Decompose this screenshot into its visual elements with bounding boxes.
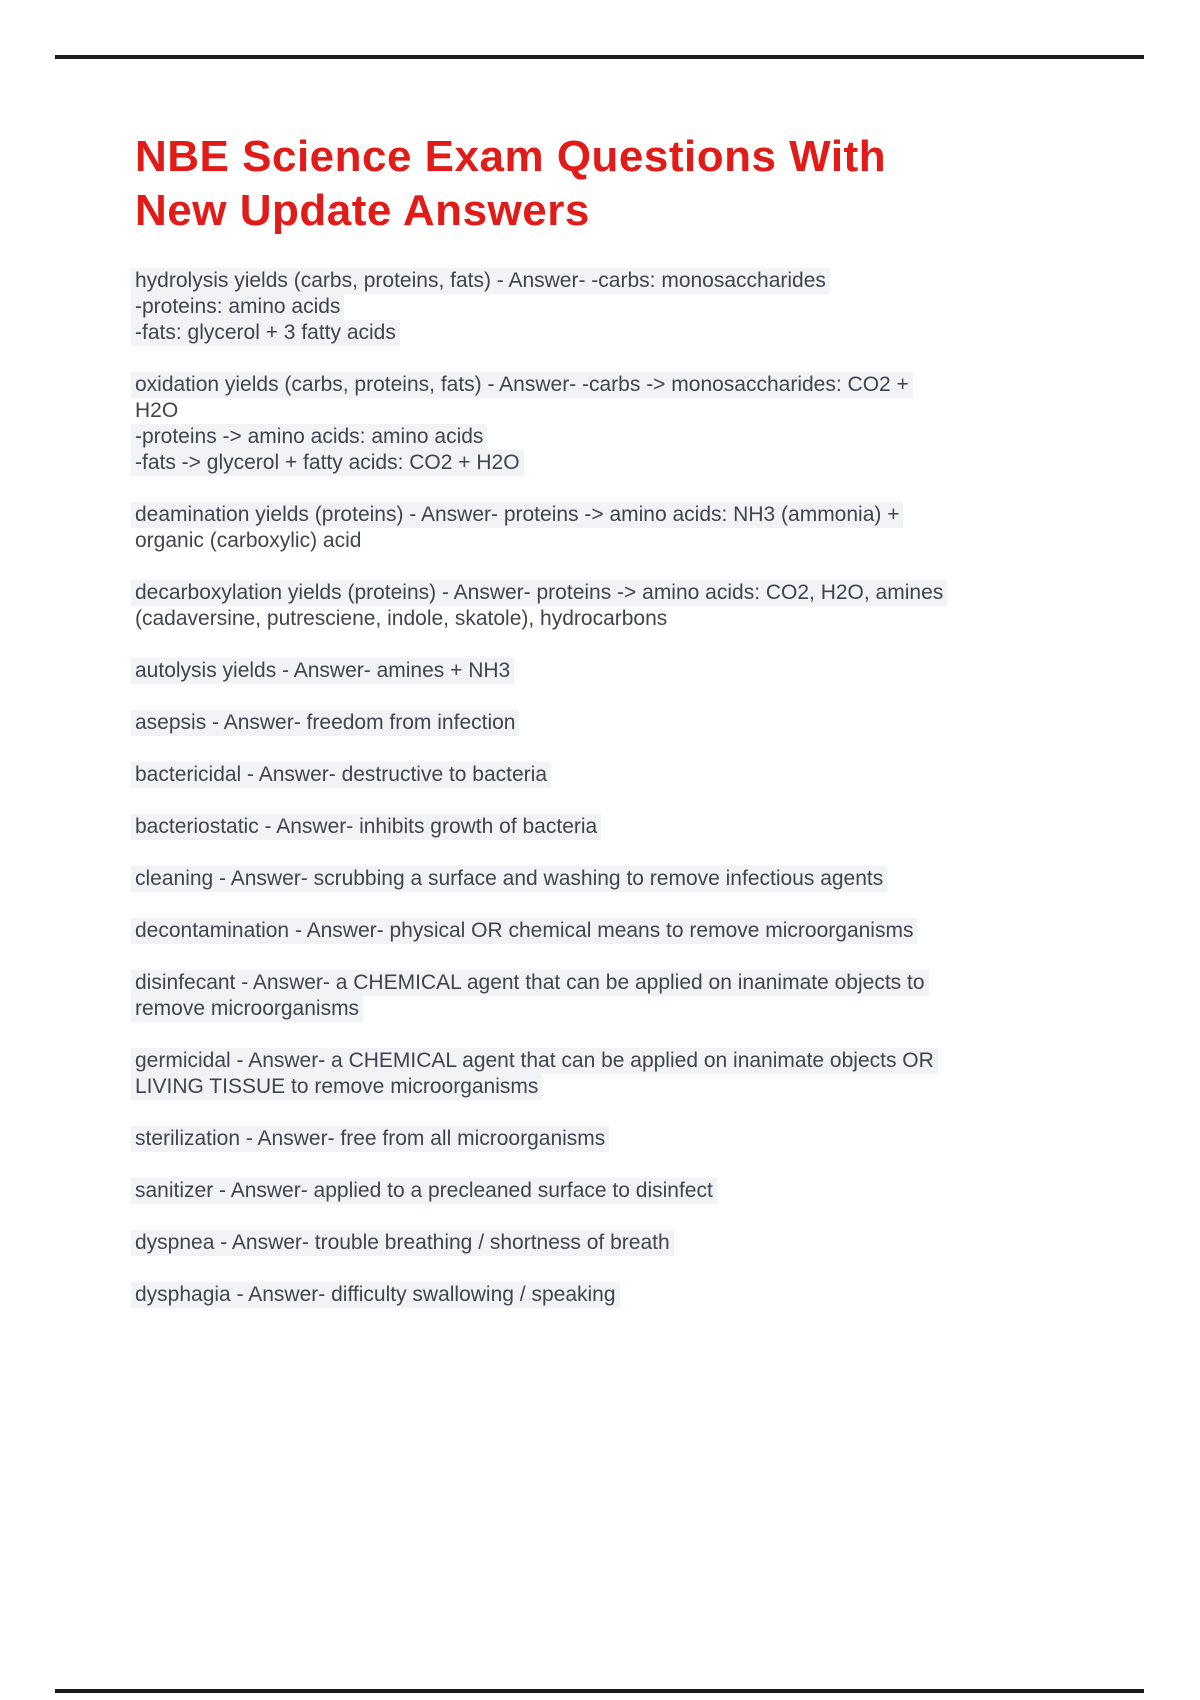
qa-line-highlighted-text: decontamination - Answer- physical OR chemical means to remove microorganisms (131, 918, 917, 944)
qa-line (135, 970, 1100, 996)
qa-block (135, 918, 1100, 944)
qa-line-highlighted-text: remove microorganisms (131, 996, 363, 1022)
qa-line (135, 424, 1100, 450)
qa-line-highlighted-text: autolysis yields - Answer- amines + NH3 (131, 658, 514, 684)
page-content (135, 130, 1100, 1334)
qa-line-highlighted-text: -fats -> glycerol + fatty acids: CO2 + H2O (131, 450, 524, 476)
qa-block (135, 970, 1100, 1022)
qa-block (135, 762, 1100, 788)
qa-line (135, 996, 1100, 1022)
qa-line (135, 450, 1100, 476)
page-title (135, 130, 1100, 238)
qa-line (135, 1230, 1100, 1256)
qa-line-text: (cadaversine, putresciene, indole, skatole), hydrocarbons (135, 607, 668, 630)
qa-block (135, 658, 1100, 684)
qa-line (135, 1074, 1100, 1100)
qa-line (135, 528, 1100, 554)
qa-line (135, 580, 1100, 606)
qa-list (135, 268, 1100, 1308)
qa-line (135, 398, 1100, 424)
qa-line (135, 710, 1100, 736)
qa-line-text: organic (carboxylic) acid (135, 529, 362, 552)
qa-line (135, 502, 1100, 528)
qa-line-highlighted-text: -fats: glycerol + 3 fatty acids (131, 320, 400, 346)
page-title-line-2: New Update Answers (135, 186, 590, 235)
qa-line (135, 606, 1100, 632)
qa-block (135, 580, 1100, 632)
qa-line-highlighted-text: asepsis - Answer- freedom from infection (131, 710, 519, 736)
bottom-horizontal-rule (55, 1689, 1144, 1693)
qa-block (135, 1048, 1100, 1100)
qa-block (135, 372, 1100, 476)
qa-block (135, 814, 1100, 840)
qa-line (135, 1048, 1100, 1074)
qa-line-highlighted-text: oxidation yields (carbs, proteins, fats) - Answer- -carbs -> monosaccharides: CO2 + (131, 372, 913, 398)
qa-block (135, 710, 1100, 736)
qa-block (135, 1282, 1100, 1308)
qa-line (135, 1178, 1100, 1204)
qa-line (135, 1282, 1100, 1308)
qa-line-highlighted-text: sanitizer - Answer- applied to a precleaned surface to disinfect (131, 1178, 717, 1204)
qa-block (135, 268, 1100, 346)
qa-line (135, 320, 1100, 346)
qa-block (135, 1230, 1100, 1256)
qa-line-highlighted-text: bactericidal - Answer- destructive to bacteria (131, 762, 551, 788)
qa-line (135, 918, 1100, 944)
qa-line (135, 1126, 1100, 1152)
qa-line (135, 814, 1100, 840)
qa-block (135, 1178, 1100, 1204)
qa-line-highlighted-text: dysphagia - Answer- difficulty swallowing / speaking (131, 1282, 620, 1308)
qa-block (135, 1126, 1100, 1152)
qa-line-highlighted-text: disinfecant - Answer- a CHEMICAL agent that can be applied on inanimate objects to (131, 970, 929, 996)
qa-line-highlighted-text: sterilization - Answer- free from all microorganisms (131, 1126, 609, 1152)
qa-line-highlighted-text: hydrolysis yields (carbs, proteins, fats) - Answer- -carbs: monosaccharides (131, 268, 830, 294)
qa-line-highlighted-text: germicidal - Answer- a CHEMICAL agent that can be applied on inanimate objects OR (131, 1048, 938, 1074)
qa-line-highlighted-text: -proteins: amino acids (131, 294, 344, 320)
qa-block (135, 502, 1100, 554)
qa-line-highlighted-text: LIVING TISSUE to remove microorganisms (131, 1074, 542, 1100)
qa-line (135, 294, 1100, 320)
qa-line (135, 866, 1100, 892)
qa-line-highlighted-text: dyspnea - Answer- trouble breathing / shortness of breath (131, 1230, 674, 1256)
page-title-line-1: NBE Science Exam Questions With (135, 132, 887, 181)
qa-line-highlighted-text: bacteriostatic - Answer- inhibits growth of bacteria (131, 814, 601, 840)
qa-line-highlighted-text: -proteins -> amino acids: amino acids (131, 424, 487, 450)
top-horizontal-rule (55, 55, 1144, 59)
qa-line-highlighted-text: cleaning - Answer- scrubbing a surface and washing to remove infectious agents (131, 866, 887, 892)
qa-line (135, 658, 1100, 684)
qa-line-text: H2O (135, 399, 179, 422)
qa-line (135, 268, 1100, 294)
qa-line (135, 762, 1100, 788)
qa-line-highlighted-text: deamination yields (proteins) - Answer- proteins -> amino acids: NH3 (ammonia) + (131, 502, 903, 528)
qa-block (135, 866, 1100, 892)
qa-line-highlighted-text: decarboxylation yields (proteins) - Answer- proteins -> amino acids: CO2, H2O, amines (131, 580, 947, 606)
qa-line (135, 372, 1100, 398)
